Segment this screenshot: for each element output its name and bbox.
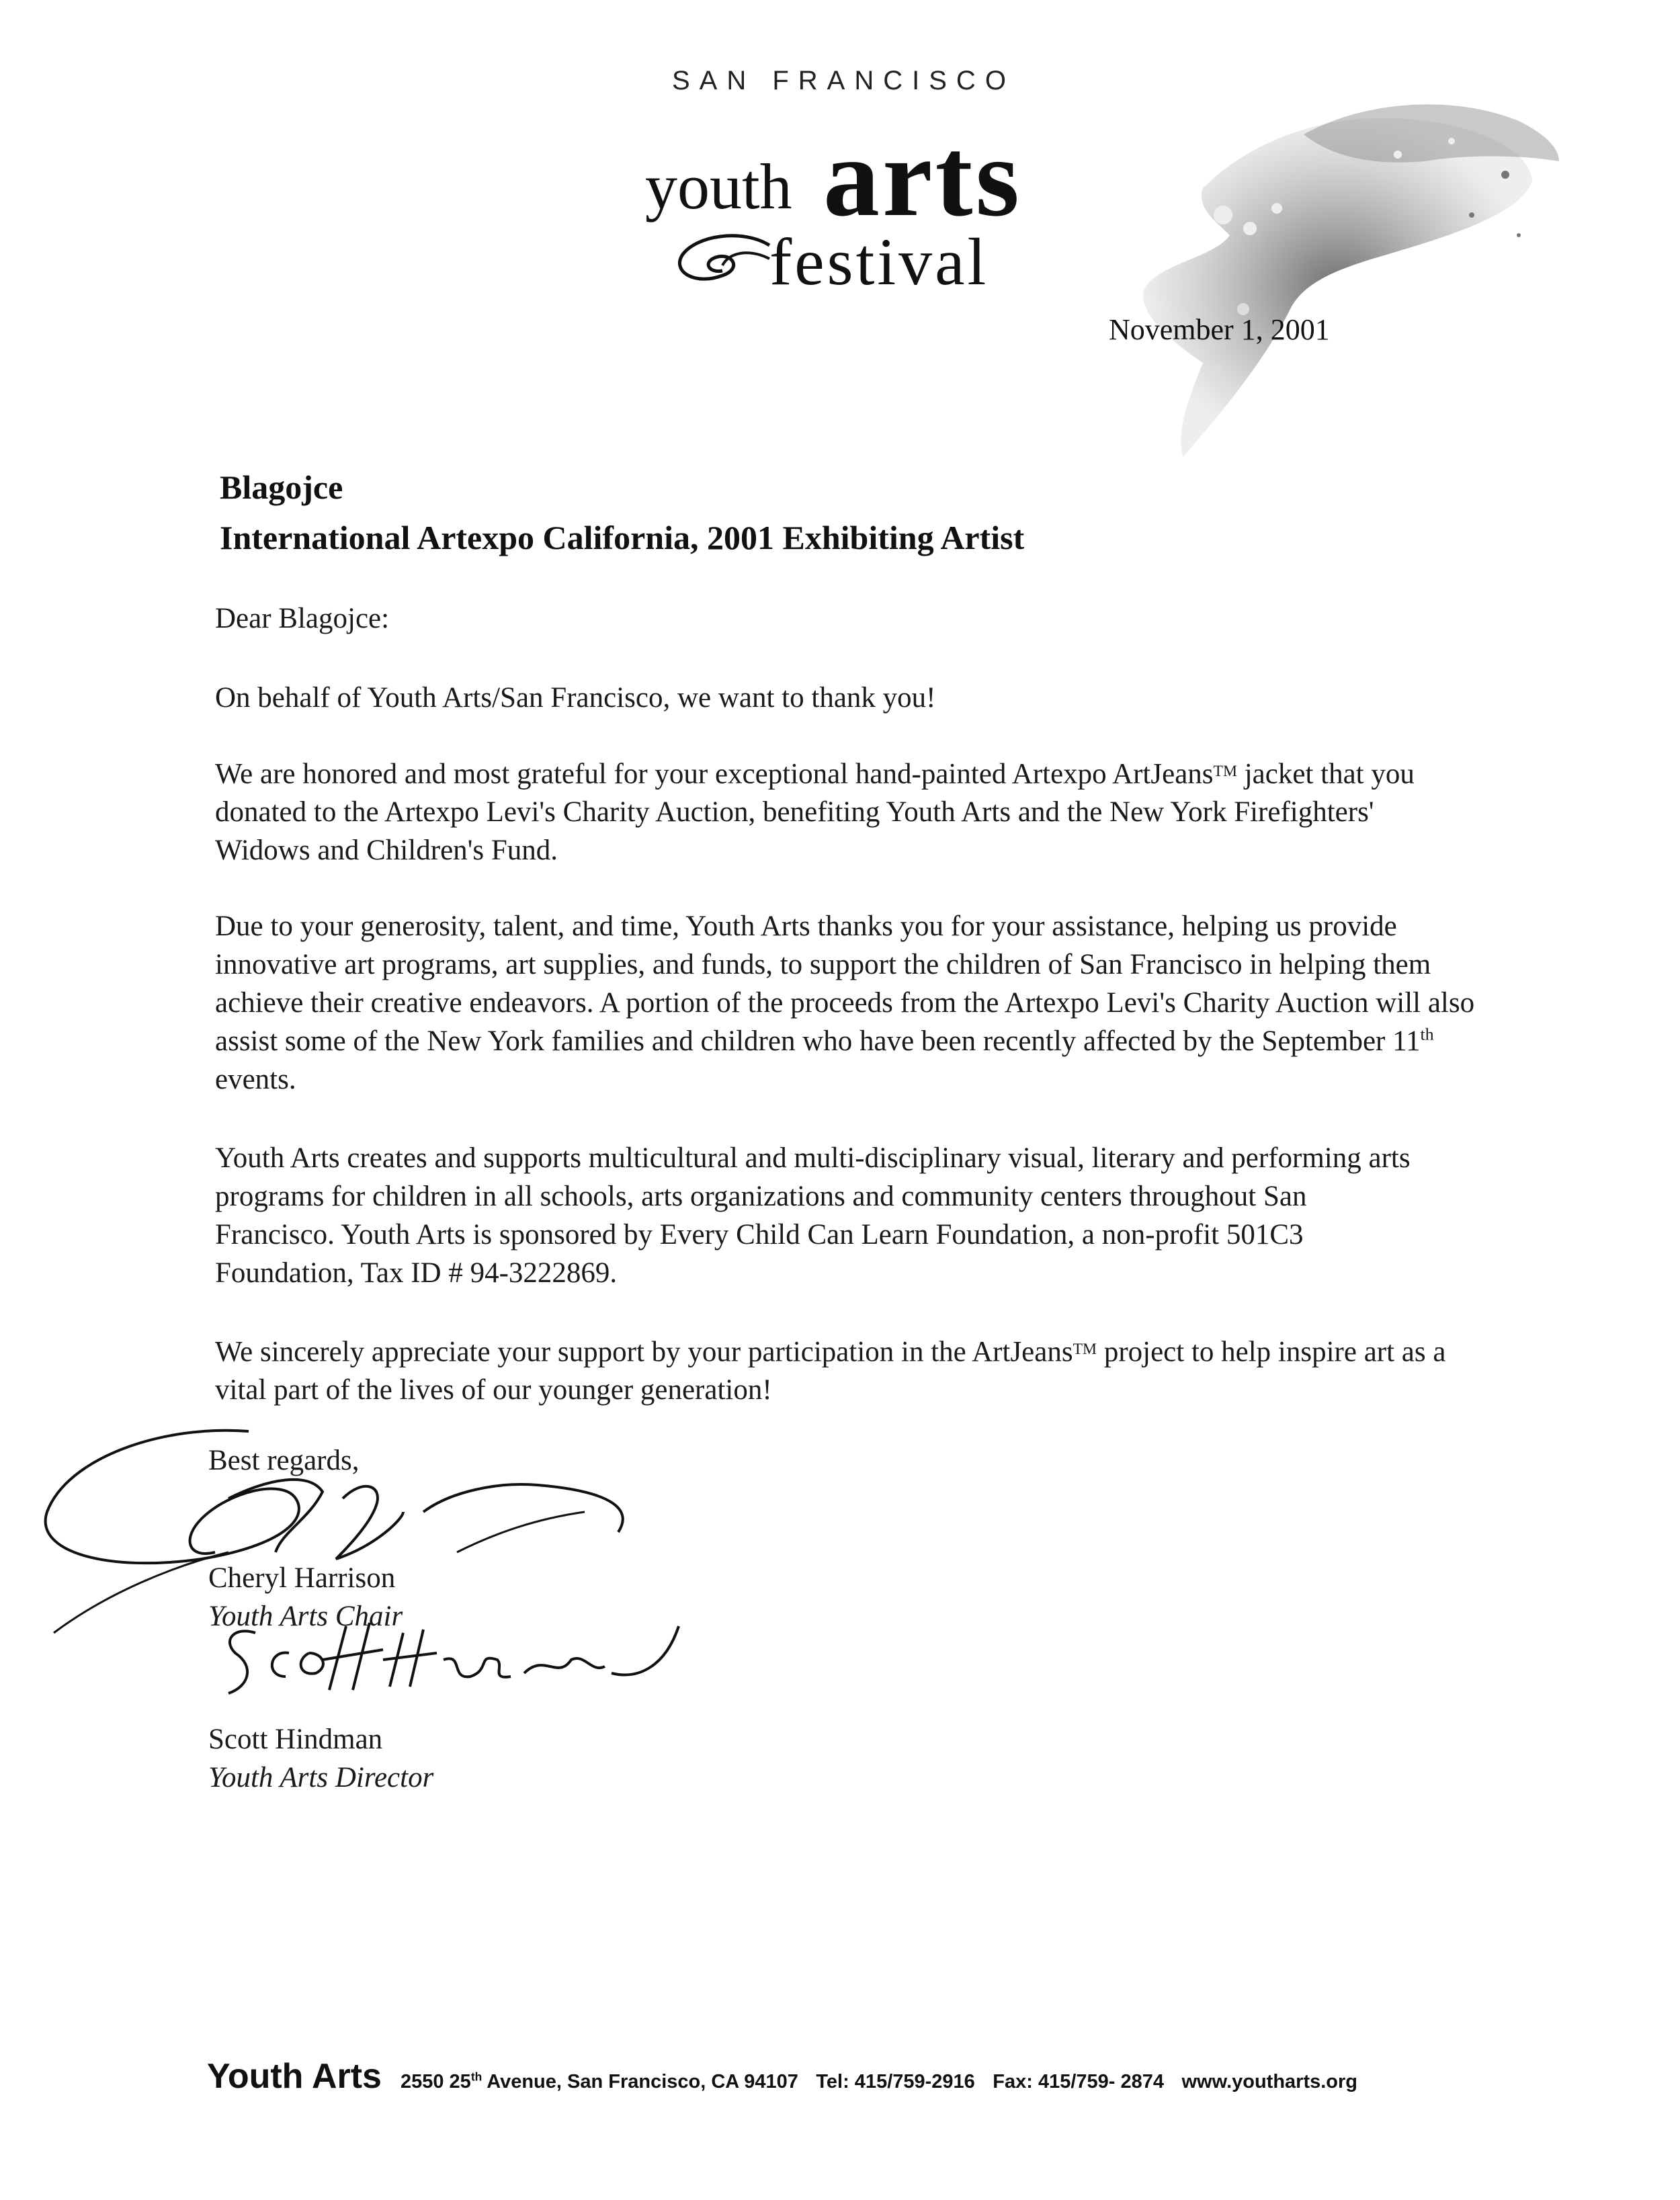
signature-scott-hindman-icon	[208, 1613, 692, 1714]
paragraph-2-text-b: jacket that you donated to the Artexpo Levi's Charity Auction, benefiting Youth Arts and the New York Firefighters' Widows and Children's Fund.	[215, 758, 1415, 867]
recipient-title: International Artexpo California, 2001 Exhibiting Artist	[220, 519, 1025, 556]
signer-1-title: Youth Arts Chair	[208, 1601, 403, 1632]
paragraph-5-text-b: project to help inspire art as a vital part of the lives of our younger generation!	[215, 1336, 1446, 1406]
paragraph-1-text: On behalf of Youth Arts/San Francisco, we want to thank you!	[215, 682, 936, 714]
letterhead-arts: arts	[823, 115, 1022, 240]
footer-tel: Tel: 415/759-2916	[816, 2071, 975, 2092]
paragraph-4	[215, 1139, 1425, 1292]
footer-org: Youth Arts	[207, 2057, 382, 2096]
letterhead-youth: youth	[645, 151, 792, 222]
letter-date: November 1, 2001	[1109, 313, 1330, 346]
paragraph-2	[215, 753, 1472, 870]
footer-street-b: Avenue, San Francisco, CA 94107	[482, 2071, 798, 2092]
paragraph-4-text: Youth Arts creates and supports multicultural and multi-disciplinary visual, literary and performing arts programs for children in all schools, arts organizations and community centers throughout San Francisco. Youth Arts is sponsored by Every Child Can Learn Foundation, a non-profit 501C3 Foundation, Tax ID # 94-3222869.	[215, 1142, 1411, 1289]
footer-website[interactable]: www.youtharts.org	[1181, 2071, 1358, 2092]
signer-1-name: Cheryl Harrison	[208, 1562, 396, 1594]
paragraph-3-text-b: events.	[215, 1064, 296, 1095]
paragraph-3	[215, 907, 1478, 1099]
closing: Best regards,	[208, 1445, 360, 1476]
trademark-symbol: TM	[1213, 763, 1237, 780]
recipient-name: Blagojce	[220, 468, 343, 506]
footer-street	[401, 2071, 798, 2092]
signer-2-title: Youth Arts Director	[208, 1762, 434, 1793]
paragraph-2-text-a: We are honored and most grateful for your exceptional hand-painted Artexpo ArtJeans	[215, 758, 1214, 790]
salutation: Dear Blagojce:	[215, 603, 390, 634]
paragraph-5	[215, 1330, 1465, 1409]
letterhead-festival: festival	[769, 224, 989, 299]
letterhead-city: SAN FRANCISCO	[672, 66, 1015, 95]
swirl-ornament-icon	[669, 232, 776, 292]
footer	[207, 2056, 1357, 2097]
paragraph-3-text-a: Due to your generosity, talent, and time, Youth Arts thanks you for your assistance, helping us provide innovative art programs, art supplies, and funds, to support the children of San Francisco in helping them achieve their creative endeavors. A portion of the proceeds from the Artexpo Levi's Charity Auction will also assist some of the New York families and children who have been recently affected by the September 11	[215, 911, 1475, 1057]
trademark-symbol-2: TM	[1073, 1341, 1097, 1358]
paragraph-5-text-a: We sincerely appreciate your support by your participation in the ArtJeans	[215, 1336, 1073, 1368]
footer-street-a: 2550 25	[400, 2071, 471, 2092]
signer-2-name: Scott Hindman	[208, 1724, 383, 1755]
footer-fax: Fax: 415/759- 2874	[993, 2071, 1165, 2092]
paragraph-1	[215, 679, 1478, 717]
paragraph-3-sup: th	[1420, 1024, 1434, 1044]
footer-street-sup: th	[470, 2070, 482, 2084]
